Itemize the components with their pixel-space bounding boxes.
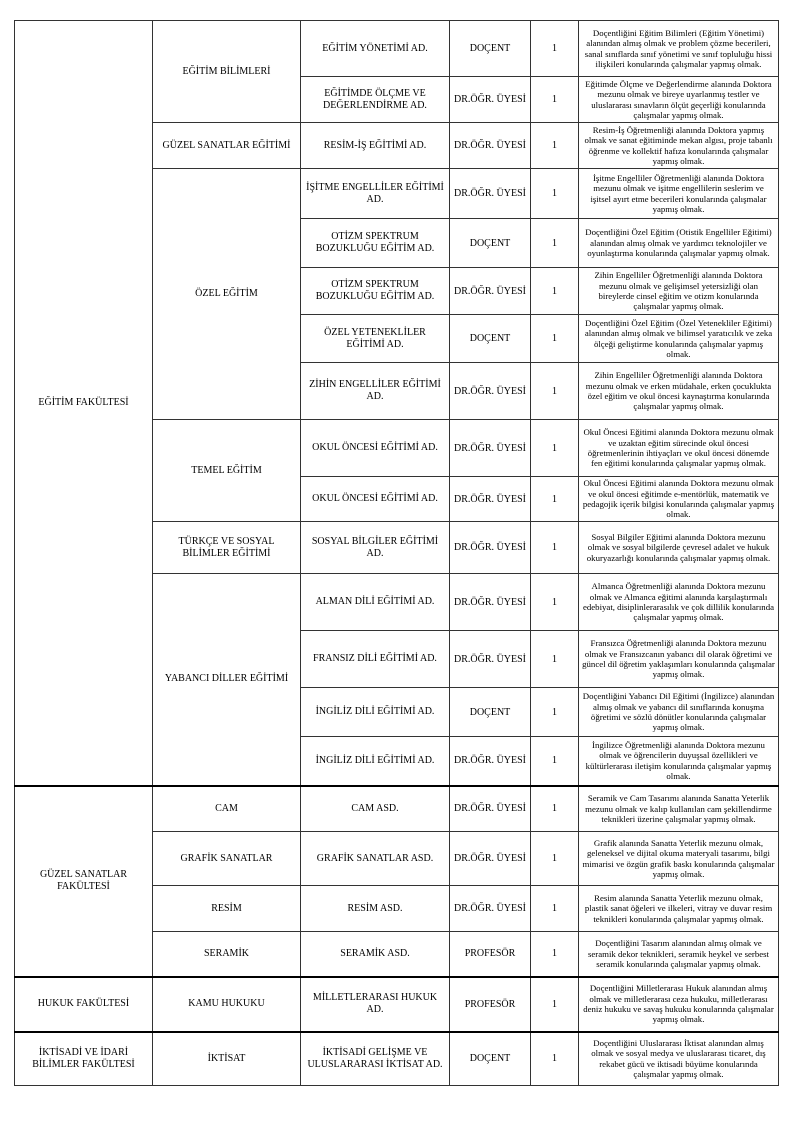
staff-title-cell: DR.ÖĞR. ÜYESİ	[450, 477, 531, 522]
division-cell: İNGİLİZ DİLİ EĞİTİMİ AD.	[301, 688, 450, 737]
division-cell: MİLLETLERARASI HUKUK AD.	[301, 977, 450, 1032]
requirement-cell: Doçentliğini Uluslararası İktisat alanından almış olmak ve sosyal medya ve uluslararası ticaret, dış rekabet gücü ve iktisadi büyüme konularında çalışmalar yapmış olmak.	[579, 1032, 779, 1086]
division-cell: ÖZEL YETENEKLİLER EĞİTİMİ AD.	[301, 315, 450, 363]
department-cell: ÖZEL EĞİTİM	[153, 169, 301, 420]
division-cell: EĞİTİMDE ÖLÇME VE DEĞERLENDİRME AD.	[301, 77, 450, 123]
requirement-cell: Zihin Engelliler Öğretmenliği alanında Doktora mezunu olmak ve gelişimsel yetersizliği olan bireylerde cinsel eğitim ve otizm konularında çalışmalar yapmış olmak.	[579, 268, 779, 315]
requirement-cell: Doçentliğini Özel Eğitim (Özel Yetenekliler Eğitimi) alanından almış olmak ve bilimsel yaratıcılık ve zeka ölçeği geliştirme konularında çalışmalar yapmış olmak.	[579, 315, 779, 363]
division-cell: OKUL ÖNCESİ EĞİTİMİ AD.	[301, 420, 450, 477]
faculty-cell: EĞİTİM FAKÜLTESİ	[15, 21, 153, 786]
department-cell: GÜZEL SANATLAR EĞİTİMİ	[153, 123, 301, 169]
requirement-cell: Seramik ve Cam Tasarımı alanında Sanatta Yeterlik mezunu olmak ve kalıp kullanılan cam şekillendirme teknikleri üzerine çalışmalar yapmış olmak.	[579, 786, 779, 832]
requirement-cell: Doçentliğini Eğitim Bilimleri (Eğitim Yönetimi) alanından almış olmak ve problem çözme becerileri, sanal sınıflarda sınıf yönetimi ve sınıf topluluğu hissi ilişkileri konularında çalışmalar yapmış olmak.	[579, 21, 779, 77]
quota-cell: 1	[531, 268, 579, 315]
requirement-cell: Doçentliğini Tasarım alanından almış olmak ve seramik dekor teknikleri, seramik heykel ve serbest seramik konularında çalışmalar yapmış olmak.	[579, 932, 779, 977]
staff-title-cell: DR.ÖĞR. ÜYESİ	[450, 886, 531, 932]
requirement-cell: Sosyal Bilgiler Eğitimi alanında Doktora mezunu olmak ve sosyal bilgilerde çevresel adalet ve hukuk okuryazarlığı konularında çalışmalar yapmış olmak.	[579, 522, 779, 574]
division-cell: RESİM ASD.	[301, 886, 450, 932]
quota-cell: 1	[531, 522, 579, 574]
staff-title-cell: DR.ÖĞR. ÜYESİ	[450, 737, 531, 786]
staff-title-cell: DOÇENT	[450, 21, 531, 77]
quota-cell: 1	[531, 477, 579, 522]
staff-title-cell: DR.ÖĞR. ÜYESİ	[450, 77, 531, 123]
division-cell: İŞİTME ENGELLİLER EĞİTİMİ AD.	[301, 169, 450, 219]
department-cell: RESİM	[153, 886, 301, 932]
staff-title-cell: DOÇENT	[450, 315, 531, 363]
requirement-cell: Doçentliğini Milletlerarası Hukuk alanından almış olmak ve milletlerarası ceza hukuku, milletlerarası deniz hukuku ve savaş hukuku konularında çalışmalar yapmış olmak.	[579, 977, 779, 1032]
requirement-cell: Doçentliğini Özel Eğitim (Otistik Engelliler Eğitimi) alanından almış olmak ve yardımcı teknolojiler ve oyunlaştırma konularında çalışmalar yapmış olmak.	[579, 219, 779, 268]
table-row	[15, 786, 779, 832]
quota-cell: 1	[531, 123, 579, 169]
department-cell: YABANCI DİLLER EĞİTİMİ	[153, 574, 301, 786]
division-cell: SERAMİK ASD.	[301, 932, 450, 977]
requirement-cell: Almanca Öğretmenliği alanında Doktora mezunu olmak ve Almanca eğitimi alanında karşılaştırmalı edebiyat, disiplinlerarasılık ve çok dillilik konularında çalışmalar yapmış olmak.	[579, 574, 779, 631]
quota-cell: 1	[531, 1032, 579, 1086]
requirement-cell: Okul Öncesi Eğitimi alanında Doktora mezunu olmak ve okul öncesi eğitimde e-mentörlük, matematik ve pedagojik içerik bilgisi konularında çalışmalar yapmış olmak.	[579, 477, 779, 522]
position-table	[14, 20, 779, 1086]
division-cell: EĞİTİM YÖNETİMİ AD.	[301, 21, 450, 77]
staff-title-cell: DR.ÖĞR. ÜYESİ	[450, 786, 531, 832]
quota-cell: 1	[531, 315, 579, 363]
quota-cell: 1	[531, 21, 579, 77]
requirement-cell: Zihin Engelliler Öğretmenliği alanında Doktora mezunu olmak ve erken müdahale, erken çocuklukta özel eğitim ve okul öncesi kaynaştırma konularında çalışmalar yapmış olmak.	[579, 363, 779, 420]
requirement-cell: Resim alanında Sanatta Yeterlik mezunu olmak, plastik sanat öğeleri ve ilkeleri, vitray ve duvar resim teknikleri konularında çalışmalar yapmış olmak.	[579, 886, 779, 932]
division-cell: SOSYAL BİLGİLER EĞİTİMİ AD.	[301, 522, 450, 574]
staff-title-cell: DR.ÖĞR. ÜYESİ	[450, 631, 531, 688]
quota-cell: 1	[531, 420, 579, 477]
division-cell: ZİHİN ENGELLİLER EĞİTİMİ AD.	[301, 363, 450, 420]
requirement-cell: İngilizce Öğretmenliği alanında Doktora mezunu olmak ve öğrencilerin duyuşsal özellikleri ve kültürlerarası iletişim konularında çalışmalar yapmış olmak.	[579, 737, 779, 786]
staff-title-cell: PROFESÖR	[450, 932, 531, 977]
quota-cell: 1	[531, 219, 579, 268]
division-cell: İKTİSADİ GELİŞME VE ULUSLARARASI İKTİSAT AD.	[301, 1032, 450, 1086]
quota-cell: 1	[531, 977, 579, 1032]
division-cell: RESİM-İŞ EĞİTİMİ AD.	[301, 123, 450, 169]
staff-title-cell: DR.ÖĞR. ÜYESİ	[450, 574, 531, 631]
division-cell: İNGİLİZ DİLİ EĞİTİMİ AD.	[301, 737, 450, 786]
staff-title-cell: DR.ÖĞR. ÜYESİ	[450, 169, 531, 219]
quota-cell: 1	[531, 737, 579, 786]
staff-title-cell: DOÇENT	[450, 219, 531, 268]
requirement-cell: Eğitimde Ölçme ve Değerlendirme alanında Doktora mezunu olmak ve bireye uyarlanmış testler ve uluslararası sınavların ölçüt geçerliği konularında çalışmalar yapmış olmak.	[579, 77, 779, 123]
faculty-cell: GÜZEL SANATLAR FAKÜLTESİ	[15, 786, 153, 977]
department-cell: İKTİSAT	[153, 1032, 301, 1086]
table-row	[15, 21, 779, 77]
department-cell: SERAMİK	[153, 932, 301, 977]
requirement-cell: Resim-İş Öğretmenliği alanında Doktora yapmış olmak ve sanat eğitiminde mekan algısı, proje tabanlı öğrenme ve kollektif hafıza konularında çalışmalar yapmış olmak.	[579, 123, 779, 169]
department-cell: GRAFİK SANATLAR	[153, 832, 301, 886]
staff-title-cell: DR.ÖĞR. ÜYESİ	[450, 522, 531, 574]
faculty-cell: İKTİSADİ VE İDARİ BİLİMLER FAKÜLTESİ	[15, 1032, 153, 1086]
division-cell: OKUL ÖNCESİ EĞİTİMİ AD.	[301, 477, 450, 522]
staff-title-cell: DOÇENT	[450, 1032, 531, 1086]
quota-cell: 1	[531, 169, 579, 219]
staff-title-cell: PROFESÖR	[450, 977, 531, 1032]
table-row	[15, 1032, 779, 1086]
division-cell: FRANSIZ DİLİ EĞİTİMİ AD.	[301, 631, 450, 688]
quota-cell: 1	[531, 786, 579, 832]
quota-cell: 1	[531, 631, 579, 688]
department-cell: TEMEL EĞİTİM	[153, 420, 301, 522]
staff-title-cell: DR.ÖĞR. ÜYESİ	[450, 363, 531, 420]
department-cell: EĞİTİM BİLİMLERİ	[153, 21, 301, 123]
quota-cell: 1	[531, 77, 579, 123]
department-cell: CAM	[153, 786, 301, 832]
staff-title-cell: DR.ÖĞR. ÜYESİ	[450, 832, 531, 886]
quota-cell: 1	[531, 688, 579, 737]
division-cell: ALMAN DİLİ EĞİTİMİ AD.	[301, 574, 450, 631]
staff-title-cell: DR.ÖĞR. ÜYESİ	[450, 123, 531, 169]
division-cell: CAM ASD.	[301, 786, 450, 832]
staff-title-cell: DR.ÖĞR. ÜYESİ	[450, 268, 531, 315]
requirement-cell: İşitme Engelliler Öğretmenliği alanında Doktora mezunu olmak ve işitme engellilerin seslerim ve işitsel ayırt etme becerileri konularında çalışmalar yapmış olmak.	[579, 169, 779, 219]
division-cell: GRAFİK SANATLAR ASD.	[301, 832, 450, 886]
requirement-cell: Doçentliğini Yabancı Dil Eğitimi (İngilizce) alanından almış olmak ve yabancı dil sınıflarında konuşma öğretimi ve sözlü dönütler konularında çalışmalar yapmış olmak.	[579, 688, 779, 737]
quota-cell: 1	[531, 886, 579, 932]
quota-cell: 1	[531, 832, 579, 886]
department-cell: KAMU HUKUKU	[153, 977, 301, 1032]
requirement-cell: Fransızca Öğretmenliği alanında Doktora mezunu olmak ve Fransızcanın yabancı dil olarak öğretimi ve güncel dil öğretim yaklaşımları konularında çalışmalar yapmış olmak.	[579, 631, 779, 688]
division-cell: OTİZM SPEKTRUM BOZUKLUĞU EĞİTİM AD.	[301, 219, 450, 268]
quota-cell: 1	[531, 932, 579, 977]
quota-cell: 1	[531, 574, 579, 631]
division-cell: OTİZM SPEKTRUM BOZUKLUĞU EĞİTİM AD.	[301, 268, 450, 315]
department-cell: TÜRKÇE VE SOSYAL BİLİMLER EĞİTİMİ	[153, 522, 301, 574]
faculty-cell: HUKUK FAKÜLTESİ	[15, 977, 153, 1032]
staff-title-cell: DOÇENT	[450, 688, 531, 737]
staff-title-cell: DR.ÖĞR. ÜYESİ	[450, 420, 531, 477]
table-row	[15, 977, 779, 1032]
requirement-cell: Grafik alanında Sanatta Yeterlik mezunu olmak, geleneksel ve dijital okuma materyali tasarımı, bilgi mimarisi ve özgün grafik baskı konularında çalışmalar yapmış olmak.	[579, 832, 779, 886]
quota-cell: 1	[531, 363, 579, 420]
requirement-cell: Okul Öncesi Eğitimi alanında Doktora mezunu olmak ve uzaktan eğitim sürecinde okul öncesi öğretmenlerinin ihtiyaçları ve okul öncesi dönemde fen eğitimi konularında çalışmalar yapmış olmak.	[579, 420, 779, 477]
